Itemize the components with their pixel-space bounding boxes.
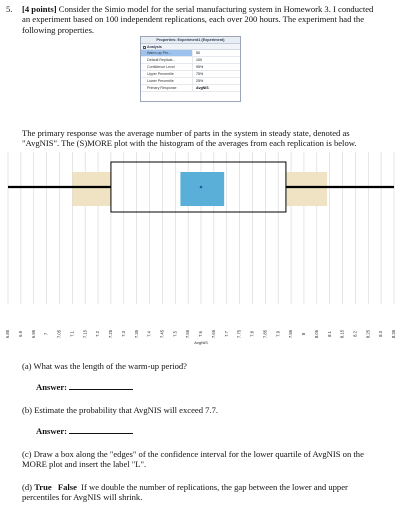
part-a: (a) What was the length of the warm-up period? bbox=[22, 361, 187, 371]
mean-point bbox=[200, 186, 203, 189]
x-tick-label: 6.85 bbox=[5, 329, 11, 339]
answer-a-blank[interactable] bbox=[69, 382, 133, 390]
x-tick-label: 7.95 bbox=[288, 329, 294, 339]
mean-ci bbox=[180, 172, 224, 206]
question-intro-text: Consider the Simio model for the serial manufacturing system in Homework 3. I conducted an experiment based on 100 independent replications, each over 200 hours. The experiment had the following properties. bbox=[22, 4, 374, 35]
answer-b[interactable]: Answer: bbox=[36, 426, 133, 436]
property-row-confidence[interactable]: Confidence Level 95% bbox=[141, 64, 240, 71]
x-tick-label: 8.3 bbox=[378, 331, 384, 337]
true-option[interactable]: True bbox=[34, 482, 52, 492]
x-tick-label: 7.4 bbox=[146, 331, 152, 337]
question-number: 5. bbox=[6, 4, 13, 14]
x-tick-label: 8.2 bbox=[352, 331, 358, 337]
answer-b-blank[interactable] bbox=[69, 426, 133, 434]
lower-percentile-ci bbox=[72, 172, 111, 206]
answer-a[interactable]: Answer: bbox=[36, 382, 133, 392]
x-tick-label: 7.5 bbox=[172, 331, 178, 337]
x-tick-label: 7.15 bbox=[82, 329, 88, 339]
x-tick-label: 7.8 bbox=[249, 331, 255, 337]
x-tick-label: 8.15 bbox=[339, 329, 345, 339]
x-tick-label: 7.75 bbox=[236, 329, 242, 339]
x-tick-label: 7.25 bbox=[108, 329, 114, 339]
x-tick-label: 8 bbox=[301, 332, 307, 336]
property-row-upper-percentile[interactable]: Upper Percentile 75% bbox=[141, 71, 240, 78]
part-d: (d) True False If we double the number of replications, the gap between the lower and upper percentiles for AvgNIS will shrink. bbox=[22, 482, 348, 503]
collapse-icon[interactable] bbox=[143, 46, 146, 49]
x-tick-label: 8.35 bbox=[391, 329, 397, 339]
part-b: (b) Estimate the probability that AvgNIS will exceed 7.7. bbox=[22, 405, 219, 415]
x-tick-label: 7.45 bbox=[159, 329, 165, 339]
properties-panel bbox=[140, 36, 241, 102]
x-tick-label: 8.25 bbox=[365, 329, 371, 339]
properties-category[interactable]: Analysis bbox=[141, 44, 240, 50]
x-tick-label: 8.05 bbox=[313, 329, 319, 339]
x-tick-label: 7.85 bbox=[262, 329, 268, 339]
property-row-replications[interactable]: Default Replicat... 100 bbox=[141, 57, 240, 64]
x-axis-label: AvgNIS bbox=[194, 340, 208, 345]
x-tick-label: 8.1 bbox=[326, 331, 332, 337]
question-points: [4 points] bbox=[22, 4, 57, 14]
x-tick-label: 7.65 bbox=[210, 329, 216, 339]
x-tick-label: 7.6 bbox=[198, 331, 204, 337]
property-row-primary-response[interactable]: Primary Response AvgNIS bbox=[141, 85, 240, 92]
part-c: (c) Draw a box along the "edges" of the confidence interval for the lower quartile of AvgNIS on the MORE plot and insert the label "L". bbox=[22, 449, 364, 470]
x-tick-label: 7 bbox=[43, 332, 49, 336]
primary-response-text: The primary response was the average number of parts in the system in steady state, denoted as "AvgNIS". The (S)MORE plot with the histogram of the averages from each replication is below. bbox=[22, 128, 357, 149]
upper-percentile-ci bbox=[286, 172, 327, 206]
x-tick-label: 7.1 bbox=[69, 331, 75, 337]
property-row-lower-percentile[interactable]: Lower Percentile 25% bbox=[141, 78, 240, 85]
smore-plot bbox=[0, 152, 400, 348]
false-option[interactable]: False bbox=[57, 482, 77, 492]
x-tick-label: 7.55 bbox=[185, 329, 191, 339]
question-intro bbox=[22, 4, 382, 35]
property-row-warmup[interactable]: Warm-up Per... 50 bbox=[141, 50, 240, 57]
x-tick-label: 7.35 bbox=[133, 329, 139, 339]
properties-title: Properties: Experiment1 (Experiment) bbox=[141, 37, 240, 44]
x-tick-label: 7.9 bbox=[275, 331, 281, 337]
x-tick-label: 6.9 bbox=[17, 331, 23, 337]
x-tick-label: 6.95 bbox=[30, 329, 36, 339]
x-tick-label: 7.05 bbox=[56, 329, 62, 339]
x-tick-label: 7.2 bbox=[95, 331, 101, 337]
x-tick-label: 7.7 bbox=[223, 331, 229, 337]
x-tick-label: 7.3 bbox=[120, 331, 126, 337]
